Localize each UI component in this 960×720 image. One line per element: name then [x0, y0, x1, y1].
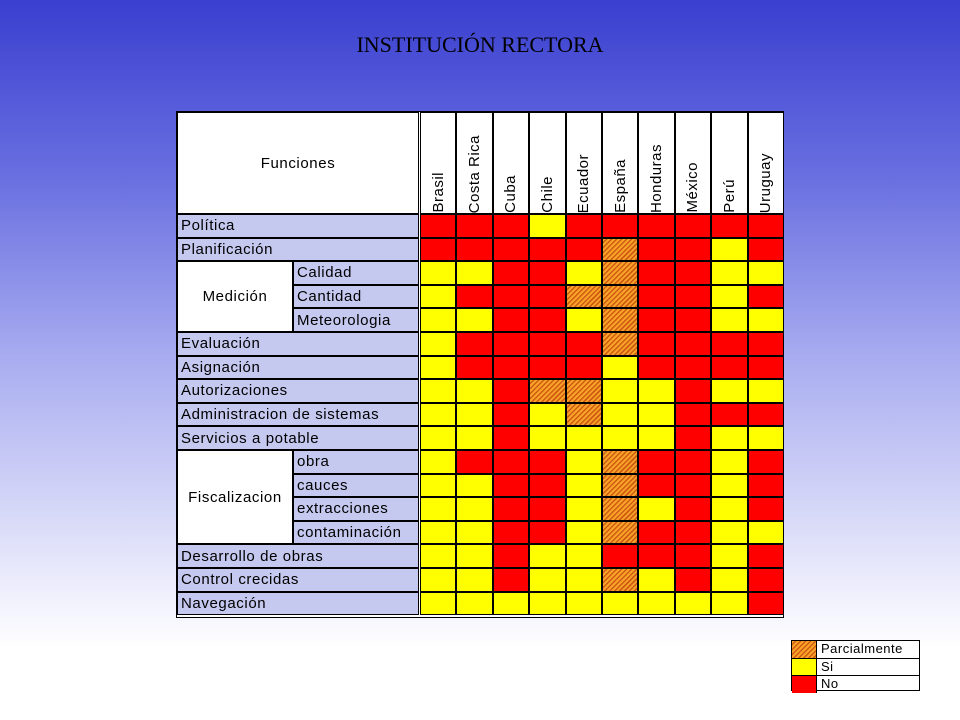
matrix-cell [711, 497, 747, 521]
matrix-cell [420, 214, 456, 238]
matrix-cell [748, 308, 784, 332]
matrix-cell [529, 261, 565, 285]
matrix-cell [638, 214, 674, 238]
country-label: Perú [720, 179, 738, 213]
matrix-cell [675, 426, 711, 450]
matrix-cell [602, 285, 638, 309]
matrix-cell [675, 521, 711, 545]
matrix-cell [602, 568, 638, 592]
matrix-cell [493, 450, 529, 474]
matrix-cell [675, 592, 711, 616]
header-funciones: Funciones [177, 112, 419, 214]
matrix-cell [529, 568, 565, 592]
function-label: Servicios a potable [177, 426, 419, 450]
matrix-cell [456, 356, 492, 380]
country-label: Brasil [429, 172, 447, 213]
matrix-cell [566, 261, 602, 285]
matrix-cell [675, 497, 711, 521]
function-label: Autorizaciones [177, 379, 419, 403]
matrix-cell [638, 568, 674, 592]
legend-swatch [792, 659, 817, 676]
matrix-cell [711, 285, 747, 309]
matrix-cell [493, 261, 529, 285]
page-title: INSTITUCIÓN RECTORA [356, 32, 604, 57]
matrix-cell [456, 568, 492, 592]
legend-swatch [792, 641, 817, 658]
legend-label: Parcialmente [821, 641, 903, 656]
matrix-cell [493, 521, 529, 545]
country-label: Honduras [648, 143, 666, 213]
matrix-cell [456, 308, 492, 332]
matrix-cell [711, 261, 747, 285]
matrix-cell [638, 450, 674, 474]
matrix-cell [566, 379, 602, 403]
matrix-cell [638, 308, 674, 332]
matrix-cell [456, 332, 492, 356]
matrix-cell [529, 592, 565, 616]
matrix-cell [529, 308, 565, 332]
matrix-cell [748, 285, 784, 309]
matrix-cell [602, 497, 638, 521]
matrix-cell [638, 426, 674, 450]
matrix-cell [675, 261, 711, 285]
matrix-cell [420, 261, 456, 285]
matrix-cell [748, 568, 784, 592]
country-label: México [684, 162, 702, 213]
matrix-cell [602, 450, 638, 474]
matrix-cell [420, 285, 456, 309]
matrix-cell [493, 474, 529, 498]
matrix-cell [602, 379, 638, 403]
matrix-cell [602, 426, 638, 450]
country-header [711, 112, 747, 214]
matrix-cell [638, 332, 674, 356]
legend-item [792, 675, 919, 692]
matrix-cell [675, 474, 711, 498]
matrix-cell [420, 308, 456, 332]
subfunction-label: Cantidad [293, 285, 419, 309]
matrix-cell [493, 592, 529, 616]
matrix-cell [456, 261, 492, 285]
matrix-cell [748, 261, 784, 285]
function-label: Control crecidas [177, 568, 419, 592]
matrix-cell [456, 426, 492, 450]
legend-label: Si [821, 659, 834, 674]
matrix-cell [456, 521, 492, 545]
matrix-cell [456, 497, 492, 521]
matrix-cell [602, 592, 638, 616]
matrix-cell [493, 379, 529, 403]
matrix-cell [748, 332, 784, 356]
matrix-cell [420, 238, 456, 262]
matrix-cell [748, 592, 784, 616]
matrix-cell [675, 285, 711, 309]
subfunction-label: extracciones [293, 497, 419, 521]
subfunction-label: cauces [293, 474, 419, 498]
matrix-cell [602, 214, 638, 238]
matrix-cell [456, 238, 492, 262]
function-label: Desarrollo de obras [177, 544, 419, 568]
matrix-cell [420, 474, 456, 498]
matrix-cell [420, 544, 456, 568]
country-header [420, 112, 456, 214]
country-label: Ecuador [575, 153, 593, 213]
subfunction-label: Calidad [293, 261, 419, 285]
matrix-cell [529, 238, 565, 262]
matrix-cell [675, 568, 711, 592]
matrix-cell [493, 403, 529, 427]
matrix-cell [566, 332, 602, 356]
matrix-cell [529, 426, 565, 450]
matrix-cell [675, 450, 711, 474]
matrix-cell [711, 544, 747, 568]
matrix-cell [493, 544, 529, 568]
matrix-cell [638, 261, 674, 285]
matrix-cell [748, 450, 784, 474]
matrix-cell [420, 450, 456, 474]
matrix-cell [456, 285, 492, 309]
country-header [638, 112, 674, 214]
matrix-cell [566, 592, 602, 616]
matrix-cell [602, 308, 638, 332]
matrix-cell [748, 214, 784, 238]
matrix-cell [675, 544, 711, 568]
matrix-cell [456, 474, 492, 498]
matrix-cell [566, 568, 602, 592]
matrix-cell [711, 450, 747, 474]
matrix-cell [711, 308, 747, 332]
country-label: Chile [538, 176, 556, 213]
matrix-cell [602, 474, 638, 498]
matrix-cell [711, 592, 747, 616]
legend [791, 640, 920, 691]
matrix-cell [675, 308, 711, 332]
matrix-cell [566, 544, 602, 568]
matrix-cell [675, 214, 711, 238]
country-header [748, 112, 784, 214]
matrix-cell [748, 544, 784, 568]
matrix-cell [420, 379, 456, 403]
matrix-cell [602, 238, 638, 262]
country-label: Uruguay [757, 152, 775, 213]
matrix-cell [456, 450, 492, 474]
matrix-cell [638, 474, 674, 498]
matrix-cell [748, 474, 784, 498]
subfunction-label: contaminación [293, 521, 419, 545]
matrix-cell [566, 521, 602, 545]
matrix-cell [675, 238, 711, 262]
matrix-cell [493, 497, 529, 521]
matrix-cell [638, 356, 674, 380]
matrix-cell [529, 403, 565, 427]
matrix-cell [566, 450, 602, 474]
matrix-cell [493, 426, 529, 450]
matrix-cell [602, 521, 638, 545]
matrix-cell [711, 238, 747, 262]
country-header [529, 112, 565, 214]
matrix-cell [456, 544, 492, 568]
country-header [456, 112, 492, 214]
matrix-cell [493, 332, 529, 356]
matrix-cell [493, 308, 529, 332]
matrix-cell [529, 497, 565, 521]
matrix-cell [420, 426, 456, 450]
matrix-cell [711, 474, 747, 498]
matrix-cell [675, 332, 711, 356]
matrix-cell [602, 403, 638, 427]
functions-matrix [176, 111, 784, 618]
matrix-cell [493, 285, 529, 309]
matrix-cell [420, 521, 456, 545]
matrix-cell [748, 379, 784, 403]
matrix-cell [566, 214, 602, 238]
matrix-cell [602, 356, 638, 380]
matrix-cell [456, 379, 492, 403]
matrix-cell [529, 521, 565, 545]
matrix-cell [493, 214, 529, 238]
matrix-cell [529, 356, 565, 380]
matrix-cell [566, 285, 602, 309]
matrix-cell [748, 521, 784, 545]
subfunction-label: obra [293, 450, 419, 474]
matrix-cell [711, 403, 747, 427]
matrix-cell [566, 356, 602, 380]
matrix-cell [638, 497, 674, 521]
matrix-cell [748, 403, 784, 427]
matrix-cell [602, 261, 638, 285]
matrix-cell [420, 356, 456, 380]
matrix-cell [566, 497, 602, 521]
matrix-cell [566, 403, 602, 427]
country-header [675, 112, 711, 214]
matrix-cell [420, 497, 456, 521]
matrix-cell [529, 474, 565, 498]
matrix-cell [602, 544, 638, 568]
matrix-cell [420, 568, 456, 592]
matrix-cell [638, 403, 674, 427]
function-label: Administracion de sistemas [177, 403, 419, 427]
matrix-cell [711, 332, 747, 356]
function-label: Asignación [177, 356, 419, 380]
function-label: Política [177, 214, 419, 238]
function-label: Planificación [177, 238, 419, 262]
matrix-cell [456, 214, 492, 238]
matrix-cell [602, 332, 638, 356]
matrix-cell [711, 568, 747, 592]
subfunction-label: Meteorologia [293, 308, 419, 332]
matrix-cell [638, 238, 674, 262]
matrix-cell [638, 521, 674, 545]
matrix-cell [748, 426, 784, 450]
country-label: Costa Rica [466, 134, 484, 213]
legend-item [792, 658, 919, 675]
matrix-cell [711, 379, 747, 403]
matrix-cell [711, 426, 747, 450]
matrix-cell [566, 308, 602, 332]
matrix-cell [638, 544, 674, 568]
matrix-cell [675, 403, 711, 427]
matrix-cell [748, 238, 784, 262]
matrix-cell [748, 497, 784, 521]
matrix-cell [529, 332, 565, 356]
matrix-cell [711, 356, 747, 380]
matrix-cell [529, 544, 565, 568]
function-label: Navegación [177, 592, 419, 616]
matrix-cell [748, 356, 784, 380]
matrix-cell [638, 592, 674, 616]
function-label: Medición [177, 261, 293, 332]
matrix-cell [529, 450, 565, 474]
matrix-cell [420, 403, 456, 427]
legend-item [792, 641, 919, 658]
matrix-cell [675, 379, 711, 403]
matrix-cell [493, 238, 529, 262]
matrix-cell [711, 521, 747, 545]
matrix-cell [420, 332, 456, 356]
matrix-cell [493, 356, 529, 380]
country-label: España [611, 159, 629, 213]
matrix-cell [711, 214, 747, 238]
function-label: Evaluación [177, 332, 419, 356]
country-header [493, 112, 529, 214]
matrix-cell [456, 403, 492, 427]
matrix-cell [638, 285, 674, 309]
matrix-cell [493, 568, 529, 592]
matrix-cell [638, 379, 674, 403]
legend-swatch [792, 676, 817, 693]
legend-label: No [821, 676, 839, 691]
matrix-cell [529, 379, 565, 403]
matrix-cell [566, 474, 602, 498]
matrix-cell [420, 592, 456, 616]
matrix-cell [529, 285, 565, 309]
matrix-cell [566, 426, 602, 450]
country-label: Cuba [502, 175, 520, 213]
matrix-cell [456, 592, 492, 616]
matrix-cell [566, 238, 602, 262]
matrix-cell [529, 214, 565, 238]
matrix-cell [675, 356, 711, 380]
country-header [602, 112, 638, 214]
function-label: Fiscalizacion [177, 450, 293, 544]
country-header [566, 112, 602, 214]
